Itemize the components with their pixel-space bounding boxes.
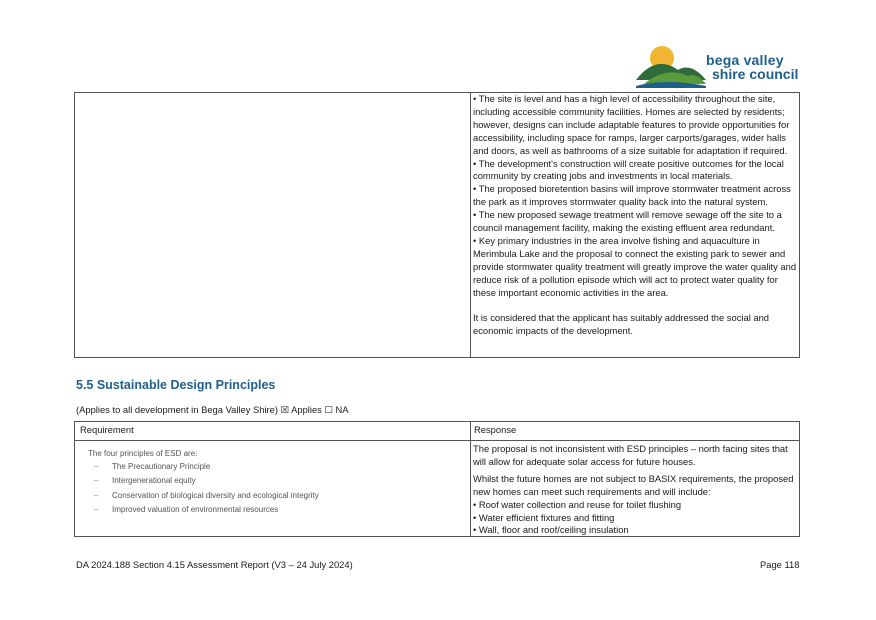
logo-text-line2: shire council [712,66,799,82]
table-header-divider [74,440,800,441]
impacts-response-cell [473,93,798,338]
requirement-title: The four principles of ESD are: [88,449,198,458]
response-conclusion: It is considered that the applicant has suitably addressed the social and economic impacts of the development. [473,312,770,337]
list-item: – Conservation of biological diversity and ecological integrity [94,490,319,500]
list-item: – Intergenerational equity [94,476,196,486]
response-bullet: • Wall, floor and roof/ceiling insulation [473,524,629,536]
response-bullet: • Roof water collection and reuse for toilet flushing [473,498,682,510]
requirement-cell [88,449,458,519]
response-bullet: • The development's construction will create positive outcomes for the local community by creating jobs and investments in local materials. [473,157,784,182]
footer-page-number: Page 118 [760,559,800,570]
response-paragraph: The proposal is not inconsistent with ESD principles – north facing sites that will allow for adequate solar access for future houses. [473,443,788,467]
section-heading: 5.5 Sustainable Design Principles [76,378,276,392]
table-column-divider [470,92,471,358]
response-cell [473,443,798,537]
table-column-divider [470,421,471,537]
header-requirement: Requirement [80,424,134,435]
logo-text-line1: bega valley [706,52,784,68]
response-bullet: • Key primary industries in the area involve fishing and aquaculture in Merimbula Lake and the proposal to connect the existing park to sewer and provide stormwater quality treatment will greatly improve the water quality and reduce risk of a pollution episode which will act to protect water quality for these important economic activities in the area. [473,234,797,298]
applies-line: (Applies to all development in Bega Valley Shire) ☒ Applies ☐ NA [76,404,349,415]
footer-document-ref: DA 2024.188 Section 4.15 Assessment Report (V3 – 24 July 2024) [76,559,353,570]
response-bullet: • The site is level and has a high level of accessibility throughout the site, including accessible community facilities. Homes are selected by residents; however, designs can include adaptable features to provide opportunities for accessibility, including space for ramps, larger carports/garages, wider halls and doors, as well as bathrooms of a size suitable for adaptation if required. [473,93,790,156]
header-response: Response [474,424,517,435]
response-bullet: • The proposed bioretention basins will improve stormwater treatment across the park as it improves stormwater quality back into the natural system. [473,183,791,208]
response-bullet: • The new proposed sewage treatment will remove sewage off the site to a council management facility, making the existing effluent area redundant. [473,209,782,234]
list-item: – The Precautionary Principle [94,462,211,471]
list-item: – Improved valuation of environmental resources [94,504,279,514]
requirement-list [88,462,458,514]
response-paragraph: Whilst the future homes are not subject to BASIX requirements, the proposed new homes can meet such requirements and will include: [473,472,794,497]
response-bullet: • Water efficient fixtures and fitting [473,511,615,523]
